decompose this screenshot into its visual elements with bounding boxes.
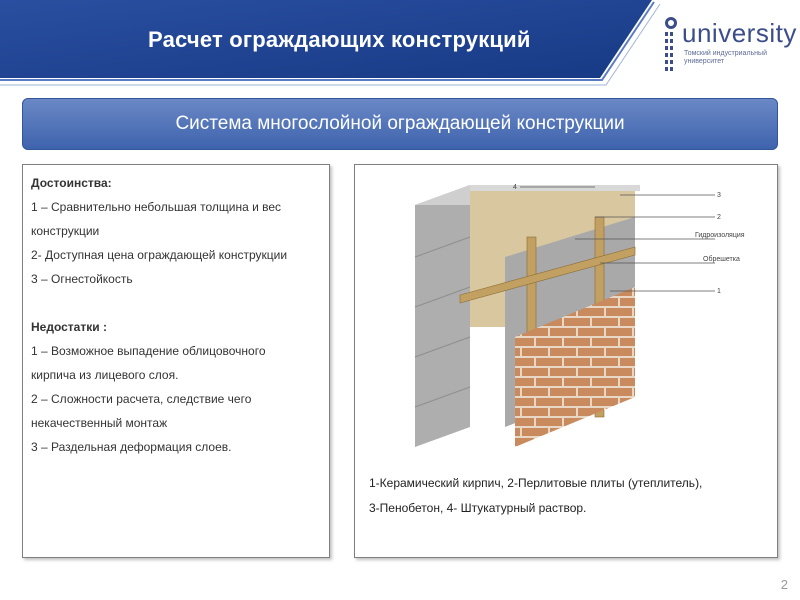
diagram-label-battens: Обрешетка xyxy=(703,256,740,263)
advantages-heading: Достоинства: xyxy=(31,176,112,190)
diagram-label-4: 4 xyxy=(513,184,517,191)
advantage-line: 3 – Огнестойкость xyxy=(31,272,133,286)
diagram-caption xyxy=(369,471,769,521)
disadvantage-line: 3 – Раздельная деформация слоев. xyxy=(31,440,232,454)
section-banner-title: Система многослойной ограждающей конструкции xyxy=(175,113,625,134)
logo-emblem-icon xyxy=(662,16,680,76)
section-banner xyxy=(22,98,778,150)
diagram-label-2: 2 xyxy=(717,214,721,221)
university-logo xyxy=(662,14,797,80)
advantage-line: 1 – Сравнительно небольшая толщина и вес xyxy=(31,200,282,214)
diagram-label-1: 1 xyxy=(717,288,721,295)
diagram-panel xyxy=(354,164,778,558)
caption-line-2: 3-Пенобетон, 4- Штукатурный раствор. xyxy=(369,501,587,515)
plaster-layer xyxy=(470,185,640,191)
disadvantages-heading: Недостатки : xyxy=(31,320,107,334)
disadvantage-line: 1 – Возможное выпадение облицовочного xyxy=(31,344,266,358)
wall-layers-diagram xyxy=(395,177,765,467)
logo-subtitle: Томский индустриальный университет xyxy=(684,50,767,65)
disadvantage-line: кирпича из лицевого слоя. xyxy=(31,368,179,382)
spacer xyxy=(31,291,327,315)
diagram-label-3: 3 xyxy=(717,192,721,199)
caption-line-1: 1-Керамический кирпич, 2-Перлитовые плиты (утеплитель), xyxy=(369,476,703,490)
slide-title: Расчет ограждающих конструкций xyxy=(148,27,531,52)
diagram-label-waterproofing: Гидроизоляция xyxy=(695,232,745,239)
disadvantage-line: 2 – Сложности расчета, следствие чего xyxy=(31,392,252,406)
disadvantage-line: некачественный монтаж xyxy=(31,416,168,430)
page-number: 2 xyxy=(780,577,788,592)
logo-wordmark: university xyxy=(682,18,797,48)
advantage-line: конструкции xyxy=(31,224,100,238)
pros-cons-panel xyxy=(22,164,330,558)
advantage-line: 2- Доступная цена ограждающей конструкции xyxy=(31,248,288,262)
concrete-wall-side xyxy=(415,185,470,447)
